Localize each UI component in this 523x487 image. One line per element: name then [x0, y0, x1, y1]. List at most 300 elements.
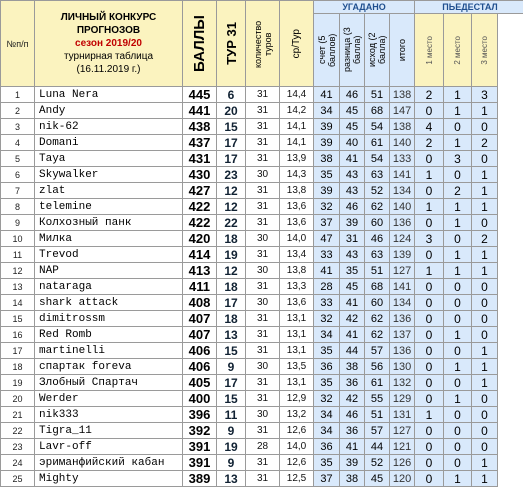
points-value: 396 [183, 407, 217, 423]
place1-count: 4 [415, 119, 444, 135]
tour-points: 17 [217, 135, 246, 151]
row-number: 20 [1, 391, 35, 407]
tour-points: 15 [217, 391, 246, 407]
place3-count: 2 [472, 135, 498, 151]
avg-per-tour: 14,4 [280, 87, 314, 103]
outcome-guessed: 57 [365, 343, 390, 359]
avg-per-tour: 13,6 [280, 295, 314, 311]
tour-count: 31 [246, 199, 280, 215]
place2-count: 1 [444, 263, 472, 279]
diff-guessed: 43 [340, 167, 365, 183]
points-value: 422 [183, 199, 217, 215]
outcome-guessed: 44 [365, 439, 390, 455]
avg-per-tour: 14,3 [280, 167, 314, 183]
table-row [1, 87, 523, 103]
tour-count: 31 [246, 103, 280, 119]
row-number: 22 [1, 423, 35, 439]
place3-count: 0 [472, 311, 498, 327]
place3-count: 1 [472, 167, 498, 183]
diff-guessed: 38 [340, 359, 365, 375]
points-value: 406 [183, 359, 217, 375]
table-row [1, 119, 523, 135]
player-name: Колхозный панк [35, 215, 183, 231]
row-number: 17 [1, 343, 35, 359]
player-name: dimitrossm [35, 311, 183, 327]
table-row [1, 343, 523, 359]
total-guessed: 134 [390, 295, 415, 311]
place1-count: 2 [415, 87, 444, 103]
place3-count: 0 [472, 151, 498, 167]
total-guessed: 140 [390, 135, 415, 151]
avg-per-tour: 13,9 [280, 151, 314, 167]
score-guessed: 36 [314, 439, 340, 455]
outcome-guessed: 63 [365, 247, 390, 263]
place1-count: 0 [415, 375, 444, 391]
score-guessed: 34 [314, 407, 340, 423]
total-header: итого [390, 14, 415, 87]
total-guessed: 139 [390, 247, 415, 263]
avg-per-tour: 13,3 [280, 279, 314, 295]
outcome-guessed: 62 [365, 199, 390, 215]
tour-points: 22 [217, 215, 246, 231]
tour-count-header: количество туров [246, 1, 280, 87]
outcome-guessed: 45 [365, 471, 390, 487]
place3-count: 1 [472, 103, 498, 119]
score-guessed: 32 [314, 391, 340, 407]
tour-points: 9 [217, 455, 246, 471]
place1-count: 0 [415, 439, 444, 455]
place1-count: 0 [415, 391, 444, 407]
row-number: 14 [1, 295, 35, 311]
total-guessed: 136 [390, 311, 415, 327]
diff-guessed: 43 [340, 247, 365, 263]
diff-guessed: 39 [340, 455, 365, 471]
table-row [1, 167, 523, 183]
tour-count: 30 [246, 167, 280, 183]
tour-count: 30 [246, 263, 280, 279]
player-name: zlat [35, 183, 183, 199]
outcome-guessed: 68 [365, 103, 390, 119]
place3-count: 2 [472, 231, 498, 247]
place2-count: 0 [444, 311, 472, 327]
row-number: 9 [1, 215, 35, 231]
avg-per-tour: 13,1 [280, 311, 314, 327]
diff-guessed: 35 [340, 263, 365, 279]
place1-count: 0 [415, 247, 444, 263]
place2-count: 1 [444, 327, 472, 343]
place1-count: 0 [415, 455, 444, 471]
place2-header: 2 место [444, 14, 472, 87]
total-guessed: 131 [390, 407, 415, 423]
tour-points: 13 [217, 327, 246, 343]
tour-points: 12 [217, 199, 246, 215]
diff-guessed: 42 [340, 391, 365, 407]
avg-per-tour: 14,1 [280, 119, 314, 135]
place1-count: 0 [415, 279, 444, 295]
score-guessed: 39 [314, 183, 340, 199]
outcome-guessed: 62 [365, 311, 390, 327]
row-number: 21 [1, 407, 35, 423]
place1-count: 0 [415, 327, 444, 343]
score-guessed: 33 [314, 295, 340, 311]
tour-count: 28 [246, 439, 280, 455]
place2-count: 0 [444, 231, 472, 247]
place1-count: 2 [415, 135, 444, 151]
place2-count: 0 [444, 279, 472, 295]
outcome-guessed: 51 [365, 407, 390, 423]
row-number: 7 [1, 183, 35, 199]
place1-count: 0 [415, 183, 444, 199]
row-number: 3 [1, 119, 35, 135]
outcome-guessed: 60 [365, 295, 390, 311]
row-number: 2 [1, 103, 35, 119]
points-header: БАЛЛЫ [183, 1, 217, 87]
place2-count: 3 [444, 151, 472, 167]
place3-count: 0 [472, 295, 498, 311]
table-row [1, 279, 523, 295]
row-number: 12 [1, 263, 35, 279]
tour-count: 31 [246, 87, 280, 103]
page-title-cell [35, 1, 183, 87]
score-guessed: 32 [314, 199, 340, 215]
tour-count: 31 [246, 391, 280, 407]
tour-points: 15 [217, 119, 246, 135]
place3-count: 0 [472, 215, 498, 231]
total-guessed: 137 [390, 327, 415, 343]
points-value: 420 [183, 231, 217, 247]
player-name: Werder [35, 391, 183, 407]
score-guessed: 32 [314, 311, 340, 327]
place3-count: 0 [472, 119, 498, 135]
outcome-guessed: 61 [365, 375, 390, 391]
outcome-guessed: 68 [365, 279, 390, 295]
diff-guessed: 46 [340, 407, 365, 423]
table-row [1, 375, 523, 391]
outcome-guessed: 54 [365, 151, 390, 167]
player-name: nik-62 [35, 119, 183, 135]
tour-points: 15 [217, 343, 246, 359]
place3-count: 1 [472, 455, 498, 471]
points-value: 392 [183, 423, 217, 439]
avg-per-tour: 12,6 [280, 455, 314, 471]
table-row [1, 455, 523, 471]
avg-per-tour: 13,1 [280, 343, 314, 359]
total-guessed: 126 [390, 455, 415, 471]
tour-count: 31 [246, 215, 280, 231]
tour-count: 31 [246, 327, 280, 343]
points-value: 400 [183, 391, 217, 407]
table-row [1, 311, 523, 327]
table-subtitle: турнирная таблица [35, 50, 182, 63]
place3-count: 1 [472, 343, 498, 359]
place1-header: 1 место [415, 14, 444, 87]
table-row [1, 151, 523, 167]
row-number: 16 [1, 327, 35, 343]
avg-per-tour: 13,6 [280, 215, 314, 231]
outcome-guessed: 61 [365, 135, 390, 151]
total-guessed: 138 [390, 119, 415, 135]
outcome-guessed: 51 [365, 87, 390, 103]
tour-count: 31 [246, 375, 280, 391]
score-guessed: 36 [314, 359, 340, 375]
diff-guessed: 44 [340, 343, 365, 359]
score-guessed: 34 [314, 327, 340, 343]
points-value: 422 [183, 215, 217, 231]
total-guessed: 136 [390, 343, 415, 359]
place2-count: 1 [444, 391, 472, 407]
diff-guessed: 36 [340, 423, 365, 439]
table-date: (16.11.2019 г.) [35, 63, 182, 76]
player-name: NAP [35, 263, 183, 279]
tour-points: 18 [217, 279, 246, 295]
place1-count: 3 [415, 231, 444, 247]
points-value: 407 [183, 327, 217, 343]
table-row [1, 247, 523, 263]
diff-guessed: 42 [340, 311, 365, 327]
outcome-guessed: 51 [365, 263, 390, 279]
points-value: 427 [183, 183, 217, 199]
place3-count: 1 [472, 375, 498, 391]
place3-count: 1 [472, 247, 498, 263]
place2-count: 0 [444, 343, 472, 359]
outcome-guessed: 54 [365, 119, 390, 135]
outcome-header: исход (2 балла) [365, 14, 390, 87]
avg-per-tour: 13,8 [280, 183, 314, 199]
table-row [1, 439, 523, 455]
place1-count: 0 [415, 295, 444, 311]
table-row [1, 407, 523, 423]
avg-per-tour: 12,9 [280, 391, 314, 407]
points-value: 441 [183, 103, 217, 119]
score-guessed: 39 [314, 119, 340, 135]
points-value: 389 [183, 471, 217, 487]
diff-guessed: 31 [340, 231, 365, 247]
outcome-guessed: 56 [365, 359, 390, 375]
player-name: Red Romb [35, 327, 183, 343]
points-value: 391 [183, 439, 217, 455]
tour-points: 18 [217, 311, 246, 327]
col-number-header: №п/п [1, 1, 35, 87]
tour-count: 31 [246, 151, 280, 167]
place2-count: 0 [444, 423, 472, 439]
place2-count: 1 [444, 103, 472, 119]
place2-count: 0 [444, 439, 472, 455]
points-value: 406 [183, 343, 217, 359]
total-guessed: 136 [390, 215, 415, 231]
diff-header: разница (3 балла) [340, 14, 365, 87]
player-name: Domani [35, 135, 183, 151]
total-guessed: 130 [390, 359, 415, 375]
points-value: 405 [183, 375, 217, 391]
player-name: Skywalker [35, 167, 183, 183]
total-guessed: 133 [390, 151, 415, 167]
tour-count: 30 [246, 295, 280, 311]
place3-count: 0 [472, 391, 498, 407]
place3-count: 0 [472, 327, 498, 343]
diff-guessed: 41 [340, 327, 365, 343]
place3-count: 1 [472, 183, 498, 199]
total-guessed: 141 [390, 279, 415, 295]
tour-count: 31 [246, 247, 280, 263]
tour-points: 17 [217, 151, 246, 167]
avg-per-tour: 12,5 [280, 471, 314, 487]
header-row-top [1, 1, 523, 14]
tour-points: 12 [217, 183, 246, 199]
avg-per-tour: 13,1 [280, 375, 314, 391]
row-number: 18 [1, 359, 35, 375]
tour-count: 31 [246, 423, 280, 439]
outcome-guessed: 62 [365, 327, 390, 343]
diff-guessed: 46 [340, 87, 365, 103]
diff-guessed: 36 [340, 375, 365, 391]
avg-per-tour: 12,6 [280, 423, 314, 439]
score-guessed: 39 [314, 135, 340, 151]
player-name: спартак foreva [35, 359, 183, 375]
table-row [1, 327, 523, 343]
player-name: эриманфийский кабан [35, 455, 183, 471]
total-guessed: 129 [390, 391, 415, 407]
table-row [1, 183, 523, 199]
player-name: shark attack [35, 295, 183, 311]
row-number: 25 [1, 471, 35, 487]
table-row [1, 215, 523, 231]
table-row [1, 391, 523, 407]
player-name: martinelli [35, 343, 183, 359]
place3-count: 1 [472, 359, 498, 375]
place2-count: 0 [444, 167, 472, 183]
avg-per-tour: 13,1 [280, 327, 314, 343]
tour-count: 31 [246, 471, 280, 487]
table-row [1, 199, 523, 215]
diff-guessed: 41 [340, 295, 365, 311]
place1-count: 0 [415, 103, 444, 119]
diff-guessed: 41 [340, 439, 365, 455]
outcome-guessed: 57 [365, 423, 390, 439]
table-row [1, 263, 523, 279]
place2-count: 0 [444, 295, 472, 311]
avg-per-tour: 13,2 [280, 407, 314, 423]
table-row [1, 359, 523, 375]
tour-points: 20 [217, 103, 246, 119]
outcome-guessed: 55 [365, 391, 390, 407]
table-row [1, 471, 523, 487]
row-number: 15 [1, 311, 35, 327]
total-guessed: 120 [390, 471, 415, 487]
points-value: 414 [183, 247, 217, 263]
score-guessed: 35 [314, 375, 340, 391]
avg-per-tour: 13,5 [280, 359, 314, 375]
tour-count: 30 [246, 231, 280, 247]
avg-tour-header: ср/Тур [280, 1, 314, 87]
avg-per-tour: 13,8 [280, 263, 314, 279]
row-number: 1 [1, 87, 35, 103]
diff-guessed: 38 [340, 471, 365, 487]
score-guessed: 47 [314, 231, 340, 247]
score-guessed: 41 [314, 263, 340, 279]
points-value: 407 [183, 311, 217, 327]
tour-points: 17 [217, 375, 246, 391]
row-number: 11 [1, 247, 35, 263]
tour-count: 30 [246, 359, 280, 375]
diff-guessed: 39 [340, 215, 365, 231]
tour-points: 18 [217, 231, 246, 247]
place1-count: 1 [415, 167, 444, 183]
place1-count: 0 [415, 151, 444, 167]
table-row [1, 135, 523, 151]
total-guessed: 140 [390, 199, 415, 215]
tour-points: 19 [217, 439, 246, 455]
place2-count: 1 [444, 135, 472, 151]
table-row [1, 295, 523, 311]
row-number: 5 [1, 151, 35, 167]
diff-guessed: 40 [340, 135, 365, 151]
avg-per-tour: 14,1 [280, 135, 314, 151]
place2-count: 1 [444, 359, 472, 375]
points-value: 445 [183, 87, 217, 103]
place1-count: 0 [415, 471, 444, 487]
row-number: 6 [1, 167, 35, 183]
place2-count: 0 [444, 455, 472, 471]
place2-count: 1 [444, 87, 472, 103]
player-name: Trevod [35, 247, 183, 263]
place2-count: 0 [444, 407, 472, 423]
total-guessed: 121 [390, 439, 415, 455]
table-row [1, 231, 523, 247]
points-value: 437 [183, 135, 217, 151]
points-value: 391 [183, 455, 217, 471]
points-value: 413 [183, 263, 217, 279]
diff-guessed: 45 [340, 279, 365, 295]
tour-count: 31 [246, 455, 280, 471]
outcome-guessed: 52 [365, 455, 390, 471]
season-label: сезон 2019/20 [35, 37, 182, 50]
tour-count: 31 [246, 135, 280, 151]
row-number: 13 [1, 279, 35, 295]
place3-count: 0 [472, 279, 498, 295]
diff-guessed: 45 [340, 103, 365, 119]
tour-points: 12 [217, 263, 246, 279]
total-guessed: 134 [390, 183, 415, 199]
page-title: ЛИЧНЫЙ КОНКУРС ПРОГНОЗОВ [35, 11, 182, 37]
score-guessed: 38 [314, 151, 340, 167]
row-number: 19 [1, 375, 35, 391]
tour-points: 6 [217, 87, 246, 103]
outcome-guessed: 46 [365, 231, 390, 247]
score-guessed: 35 [314, 455, 340, 471]
place1-count: 0 [415, 423, 444, 439]
points-value: 438 [183, 119, 217, 135]
tour-points: 9 [217, 359, 246, 375]
place3-count: 1 [472, 199, 498, 215]
table-row [1, 103, 523, 119]
player-name: Tigra_11 [35, 423, 183, 439]
tour-count: 31 [246, 343, 280, 359]
score-guessed: 28 [314, 279, 340, 295]
player-name: Mighty [35, 471, 183, 487]
place3-count: 3 [472, 87, 498, 103]
outcome-guessed: 52 [365, 183, 390, 199]
avg-per-tour: 14,0 [280, 231, 314, 247]
total-guessed: 127 [390, 263, 415, 279]
avg-per-tour: 13,4 [280, 247, 314, 263]
avg-per-tour: 13,6 [280, 199, 314, 215]
tour-points: 9 [217, 423, 246, 439]
row-number: 10 [1, 231, 35, 247]
row-number: 4 [1, 135, 35, 151]
place2-count: 1 [444, 471, 472, 487]
row-number: 23 [1, 439, 35, 455]
place2-count: 1 [444, 215, 472, 231]
